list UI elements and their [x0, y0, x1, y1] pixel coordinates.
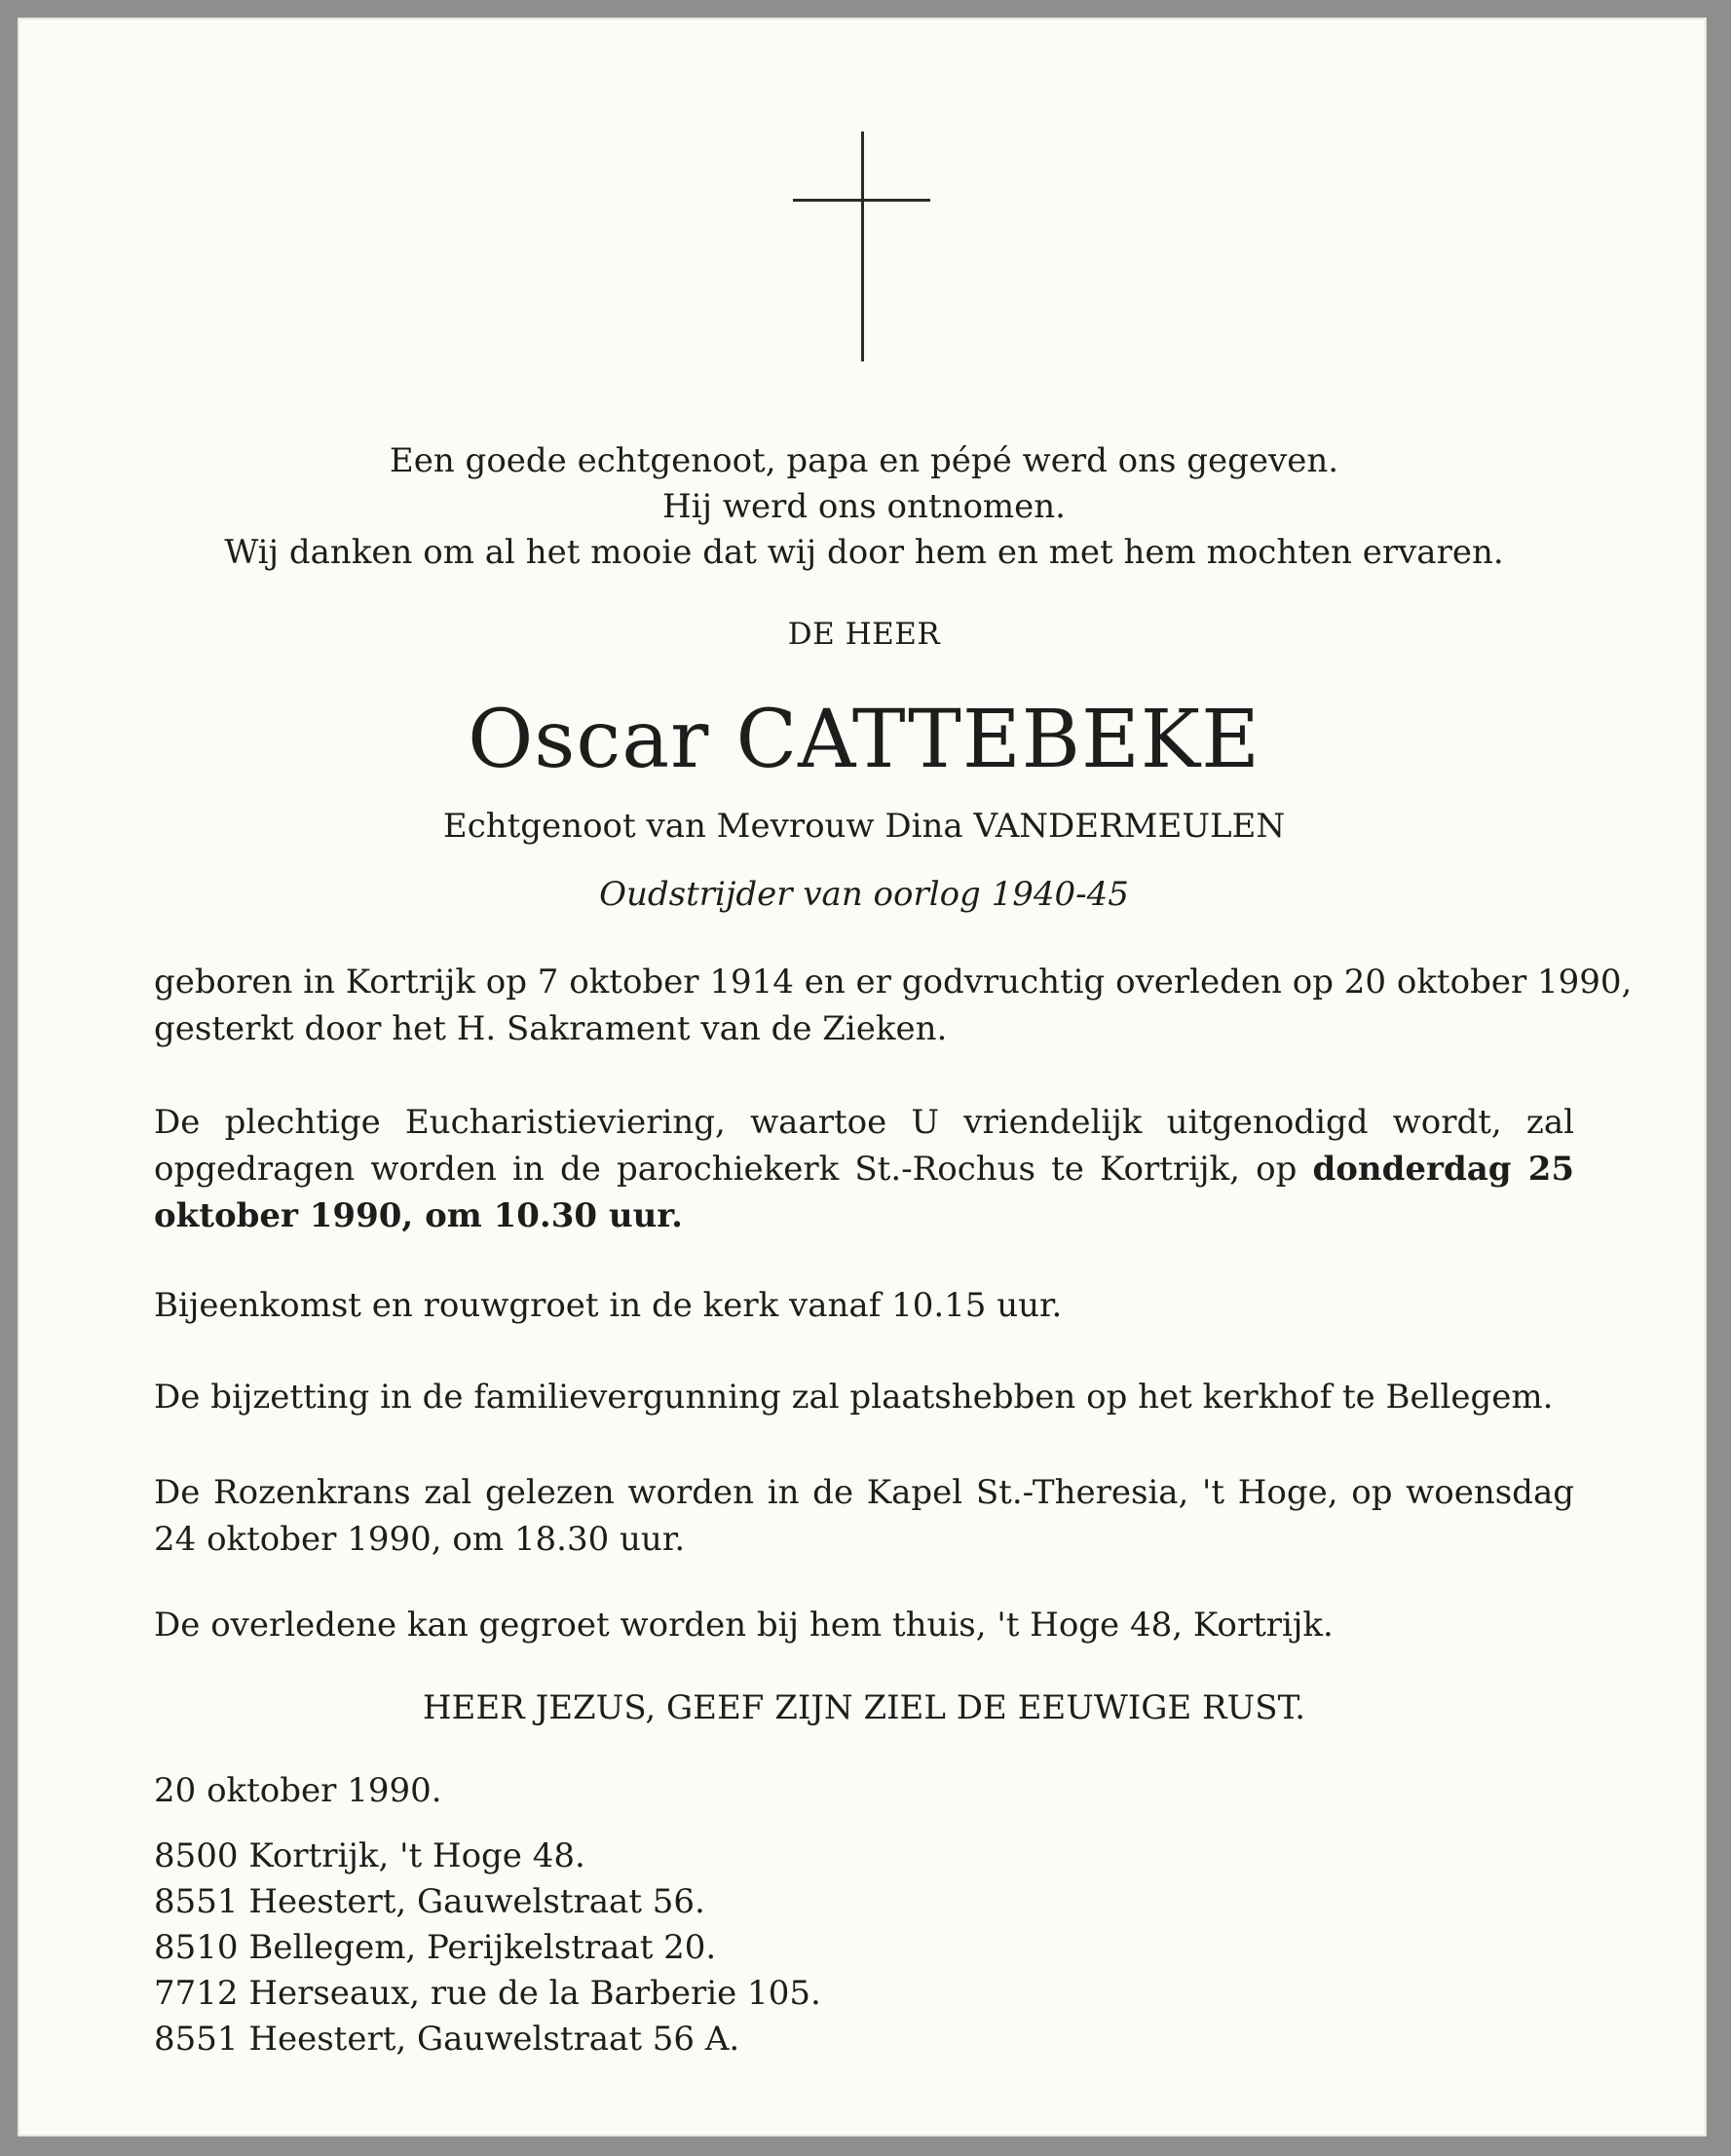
address-line: 7712 Herseaux, rue de la Barberie 105. [154, 1974, 821, 2013]
mass-date-time: donderdag 25 oktober 1990, om 10.30 uur. [154, 1150, 1575, 1235]
rosary-paragraph: De Rozenkrans zal gelezen worden in de Kapel St.-Theresia, 't Hoge, op woensdag 24 oktober 1990, om 18.30 uur. [154, 1473, 1574, 1559]
death-notice-card [18, 18, 1707, 2137]
quote-line: Wij danken om al het mooie dat wij door hem en met hem mochten ervaren. [224, 533, 1504, 572]
honorific-title: DE HEER [787, 617, 941, 652]
quote-line: Een goede echtgenoot, papa en pépé werd ons gegeven. [389, 441, 1339, 480]
address-line: 8551 Heestert, Gauwelstraat 56. [154, 1882, 705, 1921]
gathering-paragraph: Bijeenkomst en rouwgroet in de kerk vanaf 10.15 uur. [154, 1286, 1063, 1325]
address-line: 8551 Heestert, Gauwelstraat 56 A. [154, 2020, 740, 2059]
birth-death-paragraph [154, 959, 1633, 1052]
closing-prayer: HEER JEZUS, GEEF ZIJN ZIEL DE EEUWIGE RUST. [422, 1688, 1306, 1727]
cross-vertical-bar [861, 132, 864, 361]
visit-paragraph: De overledene kan gegroet worden bij hem thuis, 't Hoge 48, Kortrijk. [154, 1606, 1334, 1645]
memorial-quote [154, 438, 1574, 576]
mass-paragraph [154, 1099, 1574, 1239]
deceased-name: Oscar CATTEBEKE [468, 694, 1261, 786]
birth-death-line: geboren in Kortrijk op 7 oktober 1914 en er godvruchtig overleden op 20 oktober 1990, [154, 963, 1633, 1002]
spouse-line: Echtgenoot van Mevrouw Dina VANDERMEULEN [442, 807, 1286, 846]
family-addresses [154, 1834, 821, 2062]
quote-line: Hij werd ons ontnomen. [661, 487, 1066, 526]
address-line: 8500 Kortrijk, 't Hoge 48. [154, 1836, 585, 1875]
burial-paragraph: De bijzetting in de familievergunning zal plaatshebben op het kerkhof te Bellegem. [154, 1378, 1554, 1417]
veteran-line: Oudstrijder van oorlog 1940-45 [599, 875, 1129, 914]
birth-death-line: gesterkt door het H. Sakrament van de Zieken. [154, 1009, 948, 1048]
address-line: 8510 Bellegem, Perijkelstraat 20. [154, 1928, 717, 1967]
mass-text: De plechtige Eucharistieviering, waartoe U vriendelijk uitgenodigd wordt, zal opgedragen worden in de parochiekerk St.-Rochus te Kortrijk, op [154, 1103, 1574, 1189]
notice-date: 20 oktober 1990. [154, 1771, 442, 1810]
cross-horizontal-bar [793, 199, 930, 202]
